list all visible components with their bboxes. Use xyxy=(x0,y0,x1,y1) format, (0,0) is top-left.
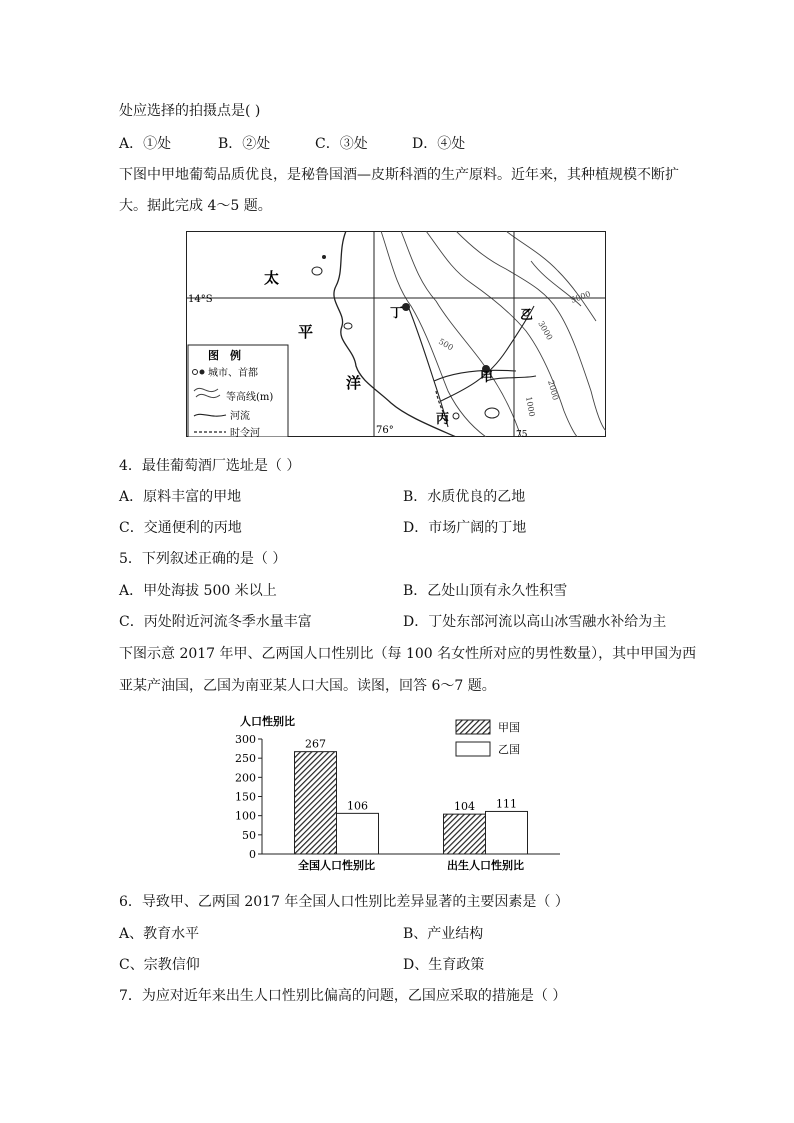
ocean-char-1: 太 xyxy=(264,269,280,287)
bar xyxy=(337,813,379,854)
q6-option-b: B、产业结构 xyxy=(403,926,484,942)
q3-option-a: A．①处 xyxy=(119,136,172,152)
q6-option-d: D、生育政策 xyxy=(403,957,485,973)
q3-option-d: D．④处 xyxy=(412,136,466,152)
bar xyxy=(486,811,528,854)
q4-option-a: A．原料丰富的甲地 xyxy=(119,489,242,505)
y-tick-label: 0 xyxy=(249,848,256,861)
legend-seasonal-river: 时令河 xyxy=(230,428,260,437)
intro-6-7-line2: 亚某产油国，乙国为南亚某人口大国。读图，回答 6～7 题。 xyxy=(119,678,496,694)
peru-map xyxy=(186,231,606,437)
bar-data-label: 111 xyxy=(496,797,517,811)
q5-option-c: C．丙处附近河流冬季水量丰富 xyxy=(119,614,312,630)
intro-6-7-line1: 下图示意 2017 年甲、乙两国人口性别比（每 100 名女性所对应的男性数量），其中甲国为西 xyxy=(119,646,697,662)
q5-option-d: D．丁处东部河流以高山冰雪融水补给为主 xyxy=(403,614,667,630)
place-jia: 甲 xyxy=(480,370,494,385)
lon-label-76: 76° xyxy=(376,425,394,436)
place-ding: 丁 xyxy=(390,306,404,321)
legend-label-yi: 乙国 xyxy=(498,743,520,756)
place-yi: 乙 xyxy=(520,308,534,323)
sex-ratio-chart xyxy=(230,714,575,876)
legend-label-jia: 甲国 xyxy=(498,721,520,734)
q6-option-a: A、教育水平 xyxy=(119,926,200,942)
q5-option-a: A．甲处海拔 500 米以上 xyxy=(119,583,277,599)
y-tick-label: 50 xyxy=(242,828,256,842)
legend-swatch-jia xyxy=(456,720,490,734)
ocean-char-2: 平 xyxy=(298,323,314,341)
q3-stem: 处应选择的拍摄点是( ) xyxy=(119,103,261,119)
island xyxy=(322,255,326,259)
q6-option-c: C、宗教信仰 xyxy=(119,957,200,973)
bar-data-label: 267 xyxy=(305,737,326,751)
x-category-label: 出生人口性别比 xyxy=(447,859,524,872)
y-tick-label: 250 xyxy=(235,752,256,766)
q3-option-b: B．②处 xyxy=(218,136,271,152)
contour-label: 3000 xyxy=(536,319,555,342)
place-bing: 丙 xyxy=(436,412,450,427)
intro-4-5-line1: 下图中甲地葡萄品质优良，是秘鲁国酒—皮斯科酒的生产原料。近年来，其种植规模不断扩 xyxy=(119,167,679,183)
contour-label: 5000 xyxy=(569,289,592,305)
q4-option-d: D．市场广阔的丁地 xyxy=(403,520,527,536)
contour-label: 1000 xyxy=(524,395,537,418)
legend-river: 河流 xyxy=(230,411,250,422)
contour-label: 2000 xyxy=(546,379,561,402)
q6-stem: 6．导致甲、乙两国 2017 年全国人口性别比差异显著的主要因素是（ ） xyxy=(119,894,569,910)
contour-label: 500 xyxy=(437,336,455,353)
lat-label: 14°S xyxy=(188,294,213,305)
intro-4-5-line2: 大。据此完成 4～5 题。 xyxy=(119,198,272,214)
legend-contour: 等高线(m) xyxy=(226,392,274,403)
legend-title: 图 例 xyxy=(208,349,241,362)
legend-city: 城市、首都 xyxy=(208,368,258,379)
chart-ylabel: 人口性别比 xyxy=(240,715,295,728)
ocean-char-3: 洋 xyxy=(346,374,362,392)
q5-option-b: B．乙处山顶有永久性积雪 xyxy=(403,583,568,599)
y-tick-label: 300 xyxy=(235,733,256,746)
y-tick-label: 200 xyxy=(235,771,256,785)
q7-stem: 7．为应对近年来出生人口性别比偏高的问题，乙国应采取的措施是（ ） xyxy=(119,988,567,1004)
bar xyxy=(295,752,337,854)
y-tick-label: 150 xyxy=(235,790,256,804)
q5-stem: 5．下列叙述正确的是（ ） xyxy=(119,551,287,567)
lon-label-75: 75 xyxy=(516,430,528,437)
bar xyxy=(444,814,486,854)
q4-option-c: C．交通便利的丙地 xyxy=(119,520,242,536)
bar-data-label: 106 xyxy=(347,799,368,813)
legend-swatch-yi xyxy=(456,742,490,756)
city-ding-marker xyxy=(402,303,410,311)
q4-option-b: B．水质优良的乙地 xyxy=(403,489,526,505)
y-tick-label: 100 xyxy=(235,809,256,823)
bar-data-label: 104 xyxy=(454,800,475,814)
q3-option-c: C．③处 xyxy=(315,136,368,152)
x-category-label: 全国人口性别比 xyxy=(298,859,375,872)
q4-stem: 4．最佳葡萄酒厂选址是（ ） xyxy=(119,458,301,474)
